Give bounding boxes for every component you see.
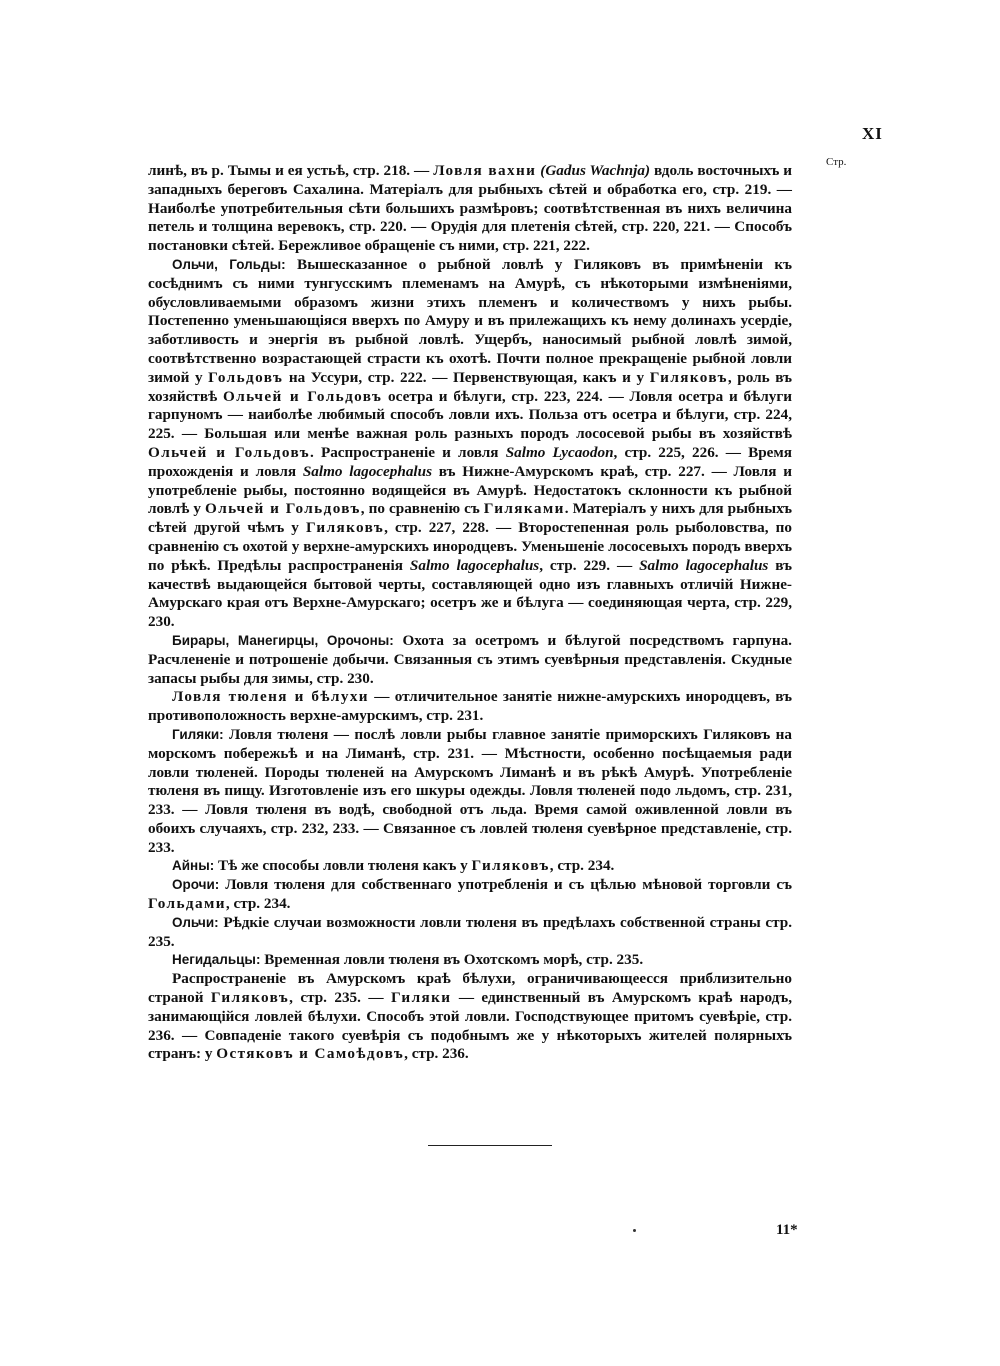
- paragraph-text: , стр. 234.: [549, 857, 615, 875]
- paragraph-text: — единственный въ Амурскомъ краѣ народъ, занимающійся ловлей бѣлухи. Способъ этой ловли. Господствующее притомъ суевѣріе, стр. 236. — Совпаденіе такого суевѣрія съ подобнымъ же у нѣкоторыхъ жителей полярныхъ странъ: у: [148, 989, 792, 1063]
- paragraph-text: Остяковъ и Самоѣдовъ: [216, 1045, 405, 1063]
- paragraph: [148, 914, 792, 952]
- paragraph-text: Salmo lagocephalus: [302, 462, 433, 480]
- section-divider: [428, 1145, 552, 1146]
- paragraph-text: . Матеріалъ у нихъ для рыбныхъ сѣтей другой чѣмъ у: [148, 500, 792, 537]
- paragraph-text: Гольдовъ: [208, 368, 284, 386]
- paragraph-text: — отличительное занятіе нижне-амурскихъ инородцевъ, въ противоположность верхне-амурскимъ, стр. 231.: [148, 688, 792, 725]
- paragraph-text: Гиляковъ: [471, 857, 550, 875]
- paragraph-lead: Бирары, Манегирцы, Орочоны:: [172, 632, 394, 648]
- paragraph-text: Тѣ же способы ловли тюленя какъ у: [214, 857, 472, 875]
- paragraph-text: Гиляковъ: [649, 368, 728, 386]
- paragraph-text: Гиляки: [390, 989, 452, 1007]
- paragraph-text: (Gadus Wachnja): [540, 162, 651, 179]
- paragraph-text: , по сравненію съ: [360, 500, 484, 518]
- paragraph-text: вдоль восточныхъ и западныхъ береговъ Сахалина. Матеріалъ для рыбныхъ сѣтей и обработка его, стр. 219. — Наиболѣе употребительныя сѣти большихъ размѣровъ; соотвѣтственная въ нихъ величина петель и толщина веревокъ, стр. 220. — Орудія для плетенія сѣтей, стр. 220, 221. — Способъ постановки сѣтей. Бережливое обращеніе съ ними, стр. 221, 222.: [148, 162, 793, 255]
- paragraph-text: Временная ловли тюленя въ Охотскомъ морѣ, стр. 235.: [260, 951, 644, 969]
- paragraph-text: осетра и бѣлуги, стр. 223, 224. — Ловля осетра и бѣлуги гарпуномъ — наиболѣе любимый способъ ловли ихъ. Польза отъ осетра и бѣлуги, стр. 224, 225. — Большая или менѣе важная роль разныхъ породъ лососевой рыбы въ хозяйствѣ: [148, 387, 793, 443]
- paragraph-text: Ольчей и Гольдовъ: [205, 500, 361, 518]
- paragraph-text: Гиляками: [483, 500, 565, 518]
- paragraph-text: въ качествѣ выдающейся бытовой черты, составляющей одно изъ главныхъ отличій Нижне-Амурскаго края отъ Верхне-Амурскаго; осетръ же и бѣлуга — соединяющая черта, стр. 229, 230.: [148, 556, 792, 631]
- paragraph-text: Ловля тюленя — послѣ ловли рыбы главное занятіе приморскихъ Гиляковъ на морскомъ побережьѣ и на Лиманѣ, стр. 231. — Мѣстности, особенно посѣщаемыя ради ловли тюленей. Породы тюленей на Амурскомъ Лиманѣ и въ рѣкѣ Амурѣ. Употребленіе тюленя въ пищу. Изготовленіе изъ его шкуры одежды. Ловля тюленей подо льдомъ, стр. 231, 233. — Ловля тюленя въ водѣ, свободной отъ льда. Время самой оживленной ловли въ обоихъ случаяхъ, стр. 232, 233. — Связанное съ ловлей тюленя суевѣрное представленіе, стр. 233.: [148, 725, 792, 856]
- paragraph-text: Salmo Lycaodon: [505, 443, 614, 461]
- paragraph-text: Вышесказанное о рыбной ловлѣ у Гиляковъ въ примѣненіи къ сосѣднимъ съ ними тунгусскимъ племенамъ на Амурѣ, съ нѣкоторыми измѣненіями, обусловливаемыми образомъ жизни этихъ племенъ и количествомъ у нихъ рыбы. Постепенно уменьшающіяся вверхъ по Амуру и въ прилежащихъ къ нему долинахъ усердіе, заботливость и энергія въ рыбной ловлѣ. Ущербъ, наносимый рыбной ловлѣ зимой, соотвѣтственно возрастающей страсти къ охотѣ. Почти полное прекращеніе рыбной ловли зимой у: [148, 255, 792, 386]
- paragraph-text: , стр. 236.: [404, 1045, 469, 1063]
- paragraph-text: на Уссури, стр. 222. — Первенствующая, какъ и у: [283, 368, 650, 386]
- paragraph: [148, 951, 792, 970]
- paragraph-text: Гиляковъ: [305, 519, 385, 537]
- paragraph-lead: Гиляки:: [172, 726, 224, 742]
- paragraph: [148, 162, 792, 256]
- paragraph-lead: Айны:: [172, 858, 215, 874]
- paragraph-text: Salmo lagocephalus: [639, 556, 769, 574]
- paragraph-text: въ Нижне-Амурскомъ краѣ, стр. 227. — Ловля и употребленіе рыбы, постоянно водящейся въ Амурѣ. Недостатокъ склонности къ рыбной ловлѣ у: [148, 462, 792, 518]
- paragraph-text: , стр. 235. —: [289, 989, 391, 1007]
- paragraph-text: , стр. 229. —: [539, 556, 640, 574]
- paragraph-text: Рѣдкіе случаи возможности ловли тюленя въ предѣлахъ собственной страны стр. 235.: [148, 913, 792, 950]
- paragraph-text: Ловля тюленя и бѣлухи: [172, 688, 369, 706]
- paragraph: [148, 876, 792, 914]
- paragraph-text: Salmo lagocephalus: [409, 556, 540, 574]
- printer-signature: 11*: [776, 1222, 798, 1238]
- page-number: XI: [862, 124, 883, 143]
- paragraph-text: Гольдами: [148, 895, 226, 913]
- paragraph-text: , стр. 225, 226. — Время прохожденія и ловля: [148, 443, 792, 480]
- paragraph-lead: Ольчи, Гольды:: [172, 256, 286, 272]
- paragraph-text: Ловля вахни: [433, 162, 537, 179]
- paragraph-text: Ольчей и Гольдовъ: [148, 443, 310, 461]
- paragraph-text: . Распространеніе и ловля: [309, 443, 506, 461]
- paragraph-text: , стр. 234.: [225, 895, 291, 913]
- paragraph: [148, 632, 792, 688]
- paragraph-lead: Негидальцы:: [172, 952, 261, 968]
- paragraph-text: Ольчей и Гольдовъ: [223, 387, 383, 405]
- paragraph-text: Распространеніе въ Амурскомъ краѣ бѣлухи, ограничивающеесся приблизительно страной: [148, 970, 792, 1007]
- paragraph-text: линѣ, въ р. Тымы и ея устьѣ, стр. 218. —: [148, 162, 434, 179]
- paragraph-lead: Ольчи:: [172, 914, 219, 930]
- paragraph-text: Ловля тюленя для собственнаго употребленія и съ цѣлью мѣновой торговли съ: [219, 876, 792, 894]
- paragraph-lead: Орочи:: [172, 877, 220, 893]
- margin-note: Стр.: [826, 156, 847, 168]
- document-body: [148, 162, 792, 1064]
- stray-dot: [633, 1229, 636, 1232]
- paragraph: [148, 726, 792, 858]
- paragraph: [148, 256, 792, 632]
- paragraph: [148, 970, 792, 1064]
- paragraph-text: , стр. 227, 228. — Второстепенная роль рыболовства, по сравненію съ охотой у верхне-амурскихъ инородцевъ. Уменьшеніе лососевыхъ породъ вверхъ по рѣкѣ. Предѣлы распространенія: [148, 519, 792, 574]
- paragraph: [148, 857, 792, 876]
- paragraph-text: Охота за осетромъ и бѣлугой посредствомъ гарпуна. Расчлененіе и потрошеніе добычи. Связанныя съ этимъ суевѣрныя представленія. Скудные запасы рыбы для зимы, стр. 230.: [148, 631, 792, 687]
- paragraph-text: , роль въ хозяйствѣ: [148, 368, 792, 405]
- paragraph: [148, 688, 792, 726]
- paragraph-text: Гиляковъ: [210, 989, 290, 1007]
